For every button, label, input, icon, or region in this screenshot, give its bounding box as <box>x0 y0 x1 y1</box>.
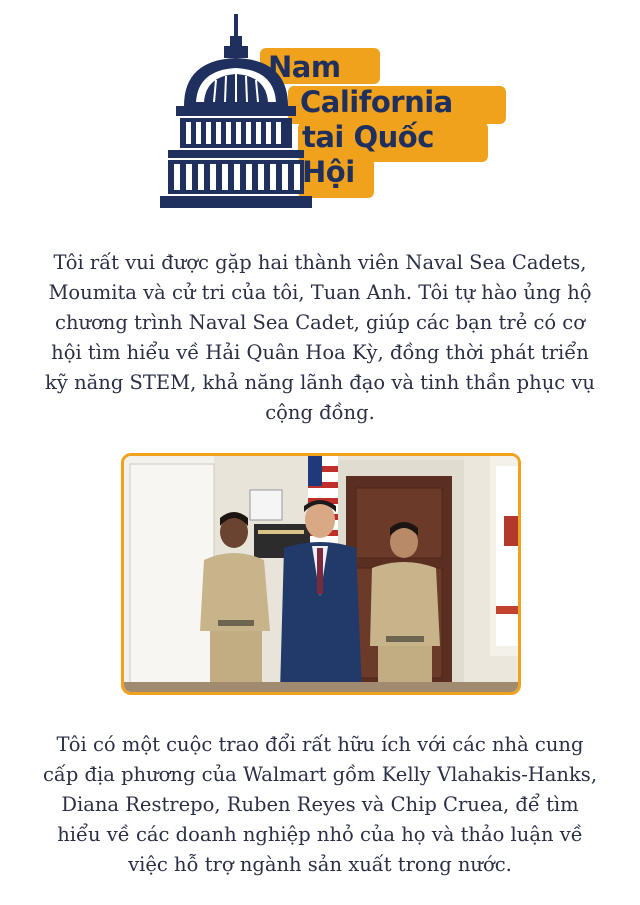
logo-title-line-3: tai Quốc <box>302 120 434 154</box>
logo-title-line-2: California <box>300 85 453 119</box>
meeting-photo <box>121 453 521 695</box>
logo-title <box>268 50 508 190</box>
walmart-paragraph: Tôi có một cuộc trao đổi rất hữu ích với các nhà cung cấp địa phương của Walmart gồm Kelly Vlahakis-Hanks, Diana Restrepo, Ruben Reyes và Chip Cruea, để tìm hiểu về các doanh nghiệp nhỏ của họ và thảo luận về việc hỗ trợ ngành sản xuất trong nước. <box>42 733 598 876</box>
logo-title-line-1: Nam <box>268 50 341 84</box>
photo-illustration <box>124 456 518 692</box>
intro-paragraph: Tôi rất vui được gặp hai thành viên Naval Sea Cadets, Moumita và cử tri của tôi, Tuan Anh. Tôi tự hào ủng hộ chương trình Naval Sea Cadet, giúp các bạn trẻ có cơ hội tìm hiểu về Hải Quân Hoa Kỳ, đồng thời phát triển kỹ năng STEM, khả năng lãnh đạo và tinh thần phục vụ cộng đồng. <box>45 251 595 424</box>
logo <box>158 10 508 215</box>
logo-title-line-4: Hội <box>302 155 355 189</box>
